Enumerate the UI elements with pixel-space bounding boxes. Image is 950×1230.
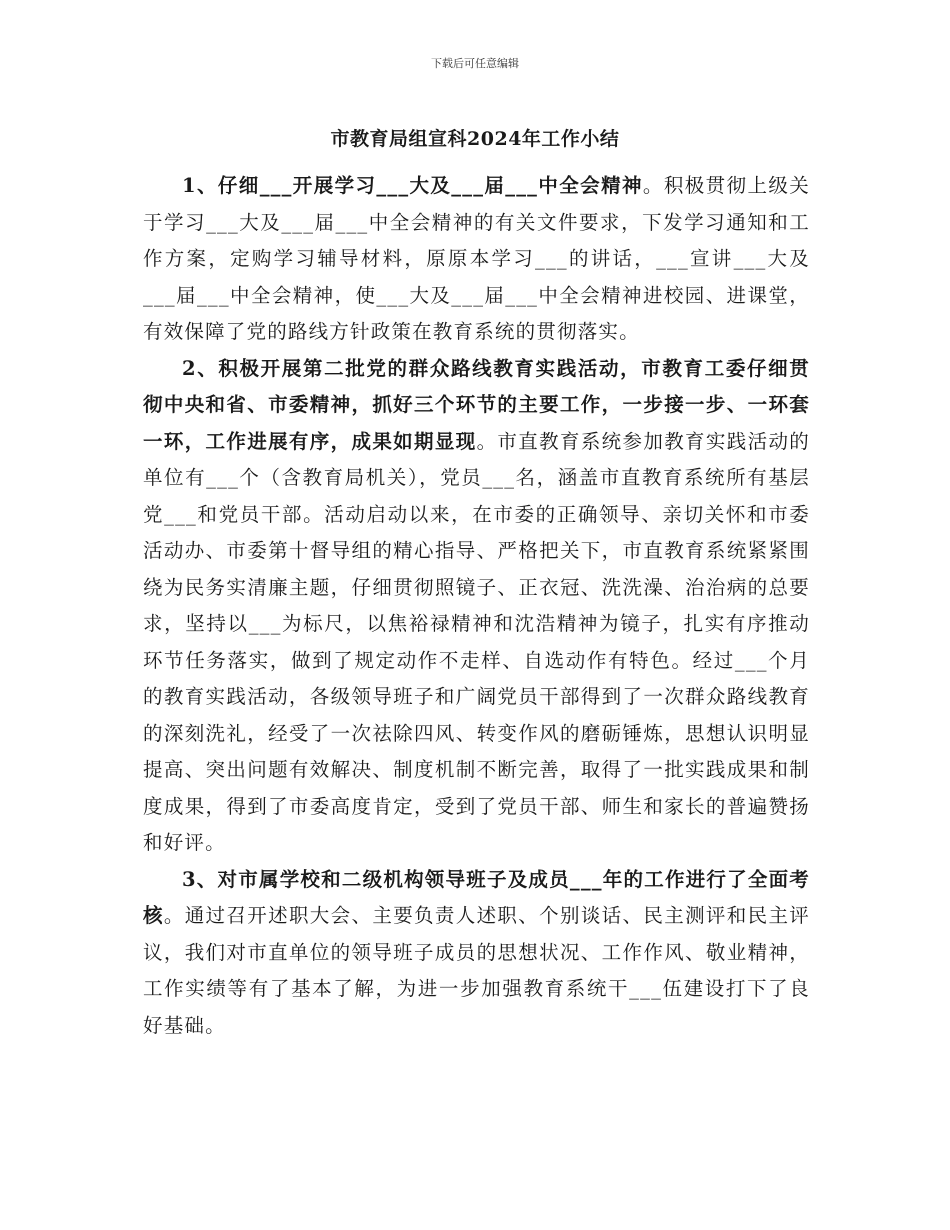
paragraph-1 [143,168,810,351]
paragraph-3-lead: 3、对市属学校和二级机构领导班子及成员___年的工作进行了全面考核 [143,867,810,927]
paragraph-1-lead: 1、仔细___开展学习___大及___届___中全会精神 [182,174,643,197]
paragraph-2-text: 。市直教育系统参加教育实践活动的单位有___个（含教育局机关），党员___名，涵盖市直教育系统所有基层党___和党员干部。活动启动以来，在市委的正确领导、亲切关怀和市委活动办、市委第十督导组的精心指导、严格把关下，市直教育系统紧紧围绕为民务实清廉主题，仔细贯彻照镜子、正衣冠、洗洗澡、治治病的总要求，坚持以___为标尺，以焦裕禄精神和沈浩精神为镜子，扎实有序推动环节任务落实，做到了规定动作不走样、自选动作有特色。经过___个月的教育实践活动，各级领导班子和广阔党员干部得到了一次群众路线教育的深刻洗礼，经受了一次祛除四风、转变作风的磨砺锤炼，思想认识明显提高、突出问题有效解决、制度机制不断完善，取得了一批实践成果和制度成果，得到了市委高度肯定，受到了党员干部、师生和家长的普遍赞扬和好评。 [143,429,811,854]
paragraph-1-text: 。积极贯彻上级关于学习___大及___届___中全会精神的有关文件要求，下发学习通知和工作方案，定购学习辅导材料，原原本学习___的讲话，___宣讲___大及___届___中全会精神，使___大及___届___中全会精神进校园、进课堂，有效保障了党的路线方针政策在教育系统的贯彻落实。 [143,174,810,343]
paragraph-2 [143,351,810,862]
document-title: 市教育局组宣科2024年工作小结 [330,128,620,150]
paragraph-2-lead: 2、积极开展第二批党的群众路线教育实践活动，市教育工委仔细贯彻中央和省、市委精神，抓好三个环节的主要工作，一步接一步、一环套一环，工作进展有序，成果如期显现 [143,356,810,453]
document-body [143,168,810,1044]
paragraph-3-text: 。通过召开述职大会、主要负责人述职、个别谈话、民主测评和民主评议，我们对市直单位的领导班子成员的思想状况、工作作风、敬业精神，工作实绩等有了基本了解，为进一步加强教育系统干___伍建设打下了良好基础。 [143,904,811,1037]
header-note: 下载后可任意编辑 [431,57,519,70]
paragraph-3 [143,862,810,1045]
